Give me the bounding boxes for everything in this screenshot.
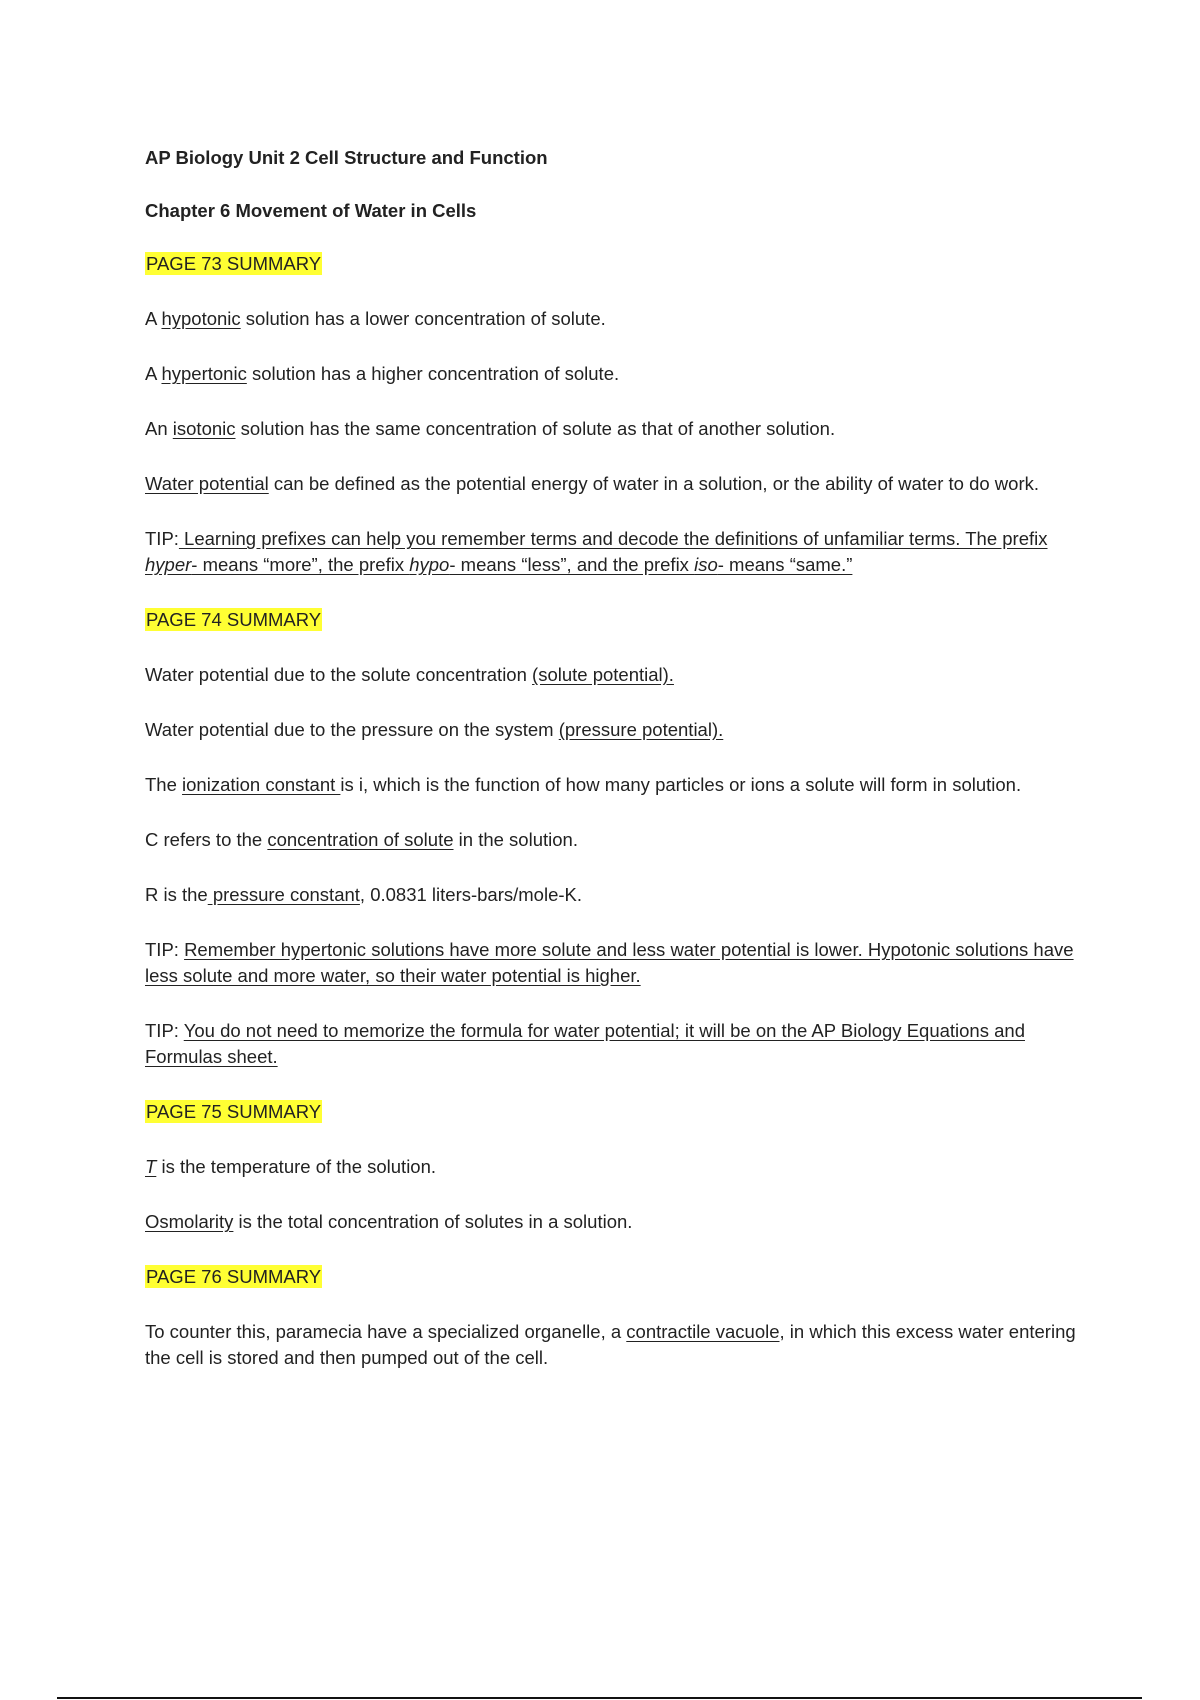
tip-formula-sheet: TIP: You do not need to memorize the formula for water potential; it will be on the AP Biology Equations and Formulas sheet. [145,1020,1025,1067]
definition-ionization-constant: The ionization constant is i, which is the function of how many particles or ions a solute will form in solution. [145,774,1022,795]
definition-hypertonic: A hypertonic solution has a higher concentration of solute. [145,363,620,384]
section-heading-page-76: PAGE 76 SUMMARY [146,1266,322,1287]
document-page [145,145,1085,1400]
definition-solute-potential: Water potential due to the solute concentration (solute potential). [145,664,674,685]
definition-hypotonic: A hypotonic solution has a lower concentration of solute. [145,308,606,329]
tip-hypertonic: TIP: Remember hypertonic solutions have more solute and less water potential is lower. Hypotonic solutions have less solute and more water, so their water potential is higher. [145,939,1074,986]
page-bottom-rule [57,1697,1142,1699]
definition-contractile-vacuole: To counter this, paramecia have a specialized organelle, a contractile vacuole, in which this excess water entering the cell is stored and then pumped out of the cell. [145,1321,1076,1368]
definition-pressure-constant: R is the pressure constant, 0.0831 liters-bars/mole-K. [145,884,583,905]
definition-concentration: C refers to the concentration of solute in the solution. [145,829,578,850]
definition-pressure-potential: Water potential due to the pressure on the system (pressure potential). [145,719,724,740]
tip-prefixes: TIP: Learning prefixes can help you remember terms and decode the definitions of unfamiliar terms. The prefix hyper- means “more”, the prefix hypo- means “less”, and the prefix iso- means “same.” [145,528,1048,575]
section-heading-page-74: PAGE 74 SUMMARY [146,609,322,630]
definition-temperature: T is the temperature of the solution. [145,1156,437,1177]
section-heading-page-73: PAGE 73 SUMMARY [146,253,322,274]
section-heading-page-75: PAGE 75 SUMMARY [146,1101,322,1122]
document-title: AP Biology Unit 2 Cell Structure and Function [145,147,548,168]
definition-osmolarity: Osmolarity is the total concentration of solutes in a solution. [145,1211,633,1232]
chapter-title: Chapter 6 Movement of Water in Cells [145,200,477,221]
definition-isotonic: An isotonic solution has the same concentration of solute as that of another solution. [145,418,836,439]
definition-water-potential: Water potential can be defined as the potential energy of water in a solution, or the ability of water to do work. [145,473,1040,494]
